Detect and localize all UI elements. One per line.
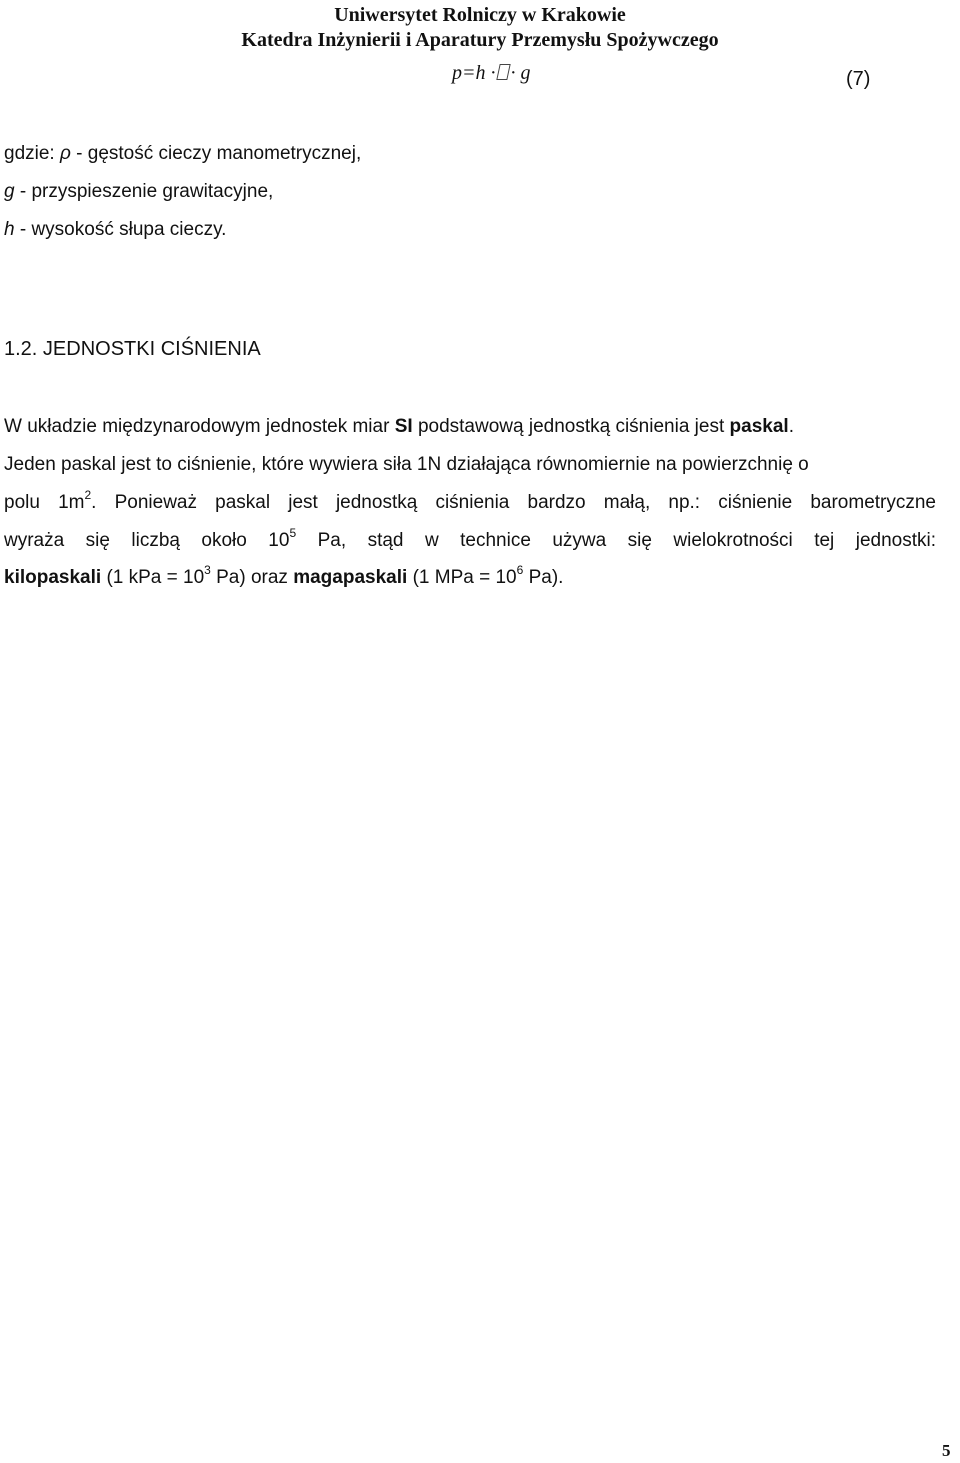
department-name: Katedra Inżynierii i Aparatury Przemysłu Spożywczego [241, 29, 719, 51]
paragraph-line-3: polu $1m^2$. Ponieważ paskal jest jednostką ciśnienia bardzo małą, np.: ciśnienie barometryczne [4, 488, 936, 513]
page-number: 5 [942, 1441, 951, 1460]
paragraph-line-4: wyraża się liczbą około $10^5$ Pa, stąd w technice używa się wielokrotności tej jednostki: [4, 526, 937, 551]
equation-dot-2: · [510, 62, 516, 84]
missing-glyph-icon [496, 64, 510, 80]
definition-rho: gdzie: ρ - gęstość cieczy manometrycznej, [4, 143, 362, 164]
equation-p: p [452, 62, 462, 84]
university-name: Uniwersytet Rolniczy w Krakowie [334, 4, 626, 26]
paragraph-line-1: W układzie międzynarodowym jednostek miar SI podstawową jednostką ciśnienia jest paskal. [4, 416, 794, 437]
equation-equals: = [462, 62, 476, 84]
section-heading: 1.2. JEDNOSTKI CIŚNIENIA [4, 338, 261, 360]
definition-g: g - przyspieszenie grawitacyjne, [4, 181, 274, 202]
paragraph-line-2: Jeden paskal jest to ciśnienie, które wywiera siła 1N działająca równomiernie na powierzchnię o [4, 454, 809, 475]
equation-h: h [475, 62, 486, 84]
equation-g: g [520, 62, 531, 84]
equation-dot: · [490, 62, 496, 84]
definition-h: h - wysokość słupa cieczy. [4, 219, 227, 240]
paragraph-line-5: kilopaskali (1 kPa = $10^3$ Pa) oraz magapaskali (1 MPa = $10^6$ Pa). [4, 563, 564, 588]
equation-number: (7) [846, 68, 871, 90]
equation-formula [452, 62, 531, 85]
